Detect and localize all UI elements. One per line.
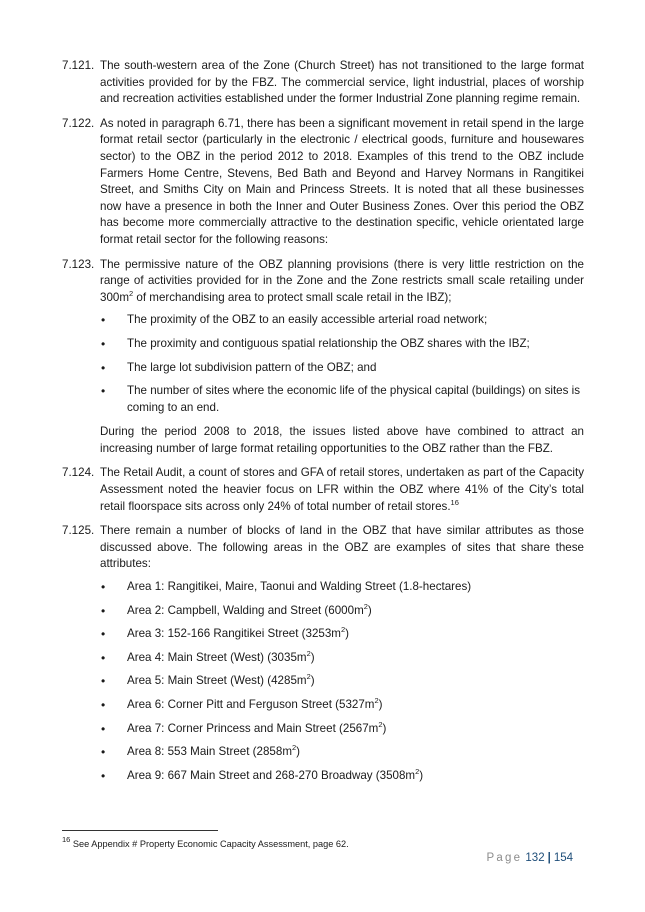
superscript: 2 <box>306 672 311 682</box>
superscript: 2 <box>129 288 134 298</box>
paragraph-number: 7.122. <box>62 116 95 130</box>
paragraph-text-part: of merchandising area to protect small scale retail in the IBZ); <box>133 290 452 304</box>
footnote <box>62 835 349 849</box>
area-text: Area 8: 553 Main Street (2858m <box>127 745 292 759</box>
footnote-marker: 16 <box>62 835 71 844</box>
paragraph-number: 7.124. <box>62 466 95 480</box>
list-item <box>100 626 584 643</box>
page-body <box>62 58 584 792</box>
superscript: 2 <box>291 743 297 753</box>
list-item <box>100 673 584 690</box>
list-item <box>100 603 584 620</box>
list-item: • The proximity and contiguous spatial relationship the OBZ shares with the IBZ; <box>100 336 584 353</box>
list-item <box>100 697 584 714</box>
superscript: 2 <box>378 719 383 729</box>
page-number: 132 <box>525 852 545 864</box>
paragraph-number: 7.123. <box>62 257 95 271</box>
footnote-text: See Appendix # Property Economic Capacity Assessment, page 62. <box>70 839 349 849</box>
area-text: Area 4: Main Street (West) (3035m <box>127 650 307 664</box>
superscript: 2 <box>363 601 368 611</box>
area-text-close: ) <box>345 627 350 641</box>
list-item <box>100 650 584 667</box>
paragraph-text-part: The permissive nature of the OBZ planning provisions (there is very little restriction on the range of activities provided for in the Zone and the Zone restricts small scale retailing under 300m <box>100 257 584 304</box>
paragraph-number: 7.121. <box>62 59 95 72</box>
list-item: • The large lot subdivision pattern of the OBZ; and <box>100 360 584 377</box>
area-text: Area 3: 152-166 Rangitikei Street (3253m <box>127 627 341 641</box>
paragraph-7-124 <box>62 465 584 515</box>
paragraph-7-122 <box>62 116 584 249</box>
list-item <box>100 744 584 761</box>
list-item: • The proximity of the OBZ to an easily accessible arterial road network; <box>100 312 584 329</box>
area-text-close: ) <box>419 768 424 782</box>
total-pages: 154 <box>553 852 573 864</box>
superscript: 2 <box>415 766 420 776</box>
area-text-close: ) <box>296 745 301 759</box>
area-text-close: ) <box>310 674 315 688</box>
area-text: Area 7: Corner Princess and Main Street (2567m <box>127 721 379 735</box>
paragraph-7-121 <box>62 58 584 108</box>
paragraph-text: The Retail Audit, a count of stores and GFA of retail stores, undertaken as part of the Capacity Assessment noted the heavier focus on LFR within the OBZ where 41% of the City’s total retail floorspace sits across only 24% of total number of retail stores. <box>100 466 584 513</box>
paragraph-number: 7.125. <box>62 524 95 538</box>
area-text: Area 5: Main Street (West) (4285m <box>127 674 307 688</box>
area-text-close: ) <box>310 650 315 664</box>
paragraph-7-123 <box>62 257 584 458</box>
paragraph-text: The south-western area of the Zone (Church Street) has not transitioned to the large format activities provided for by the FBZ. The commercial service, light industrial, places of worship and recreation activities established under the former Industrial Zone planning regime remain. <box>100 59 584 106</box>
paragraph-text: There remain a number of blocks of land in the OBZ that have similar attributes as those discussed above. The following areas in the OBZ are examples of sites that share these attributes: <box>100 524 584 571</box>
area-text: Area 9: 667 Main Street and 268-270 Broadway (3508m <box>127 768 416 782</box>
area-text-close: ) <box>382 721 387 735</box>
paragraph-7-125 <box>62 523 584 784</box>
area-text: Area 6: Corner Pitt and Ferguson Street (5327m <box>127 698 375 711</box>
list-item: • The number of sites where the economic life of the physical capital (buildings) on sites is coming to an end. <box>100 383 584 416</box>
footnote-reference[interactable]: 16 <box>450 497 459 507</box>
paragraph-text <box>100 258 584 304</box>
page-footer <box>487 852 573 864</box>
superscript: 2 <box>340 625 346 635</box>
superscript: 2 <box>306 648 311 658</box>
reasons-list <box>100 312 584 416</box>
area-text-close: ) <box>378 698 383 711</box>
paragraph-followup-text: During the period 2008 to 2018, the issues listed above have combined to attract an increasing number of large format retailing opportunities to the OBZ rather than the FBZ. <box>100 425 584 455</box>
areas-list <box>100 579 584 784</box>
list-item <box>100 721 584 738</box>
list-item <box>100 768 584 785</box>
area-text: Area 1: Rangitikei, Maire, Taonui and Walding Street (1.8-hectares) <box>127 580 472 594</box>
footnote-divider <box>62 830 218 831</box>
superscript: 2 <box>374 696 379 705</box>
list-item <box>100 579 584 596</box>
paragraph-text: As noted in paragraph 6.71, there has been a significant movement in retail spend in the large format retail sector (particularly in the electronic / electrical goods, furniture and housewares sector) to the OBZ in the period 2012 to 2018. Examples of this trend to the OBZ include Farmers Home Centre, Stevens, Bed Bath and Beyond and Harvey Normans in Rangitikei Street, and Smiths City on Main and Princess Streets. It is noted that all these businesses now have a presence in both the Inner and Outer Business Zones. Over this period the OBZ has become more commercially attractive to the destination specific, vehicle orientated large format retail sector for the following reasons: <box>100 116 584 246</box>
page-label: Page <box>486 852 523 864</box>
area-text: Area 2: Campbell, Walding and Street (6000m <box>127 603 364 617</box>
area-text-close: ) <box>367 603 372 617</box>
page-separator: | <box>547 852 551 864</box>
